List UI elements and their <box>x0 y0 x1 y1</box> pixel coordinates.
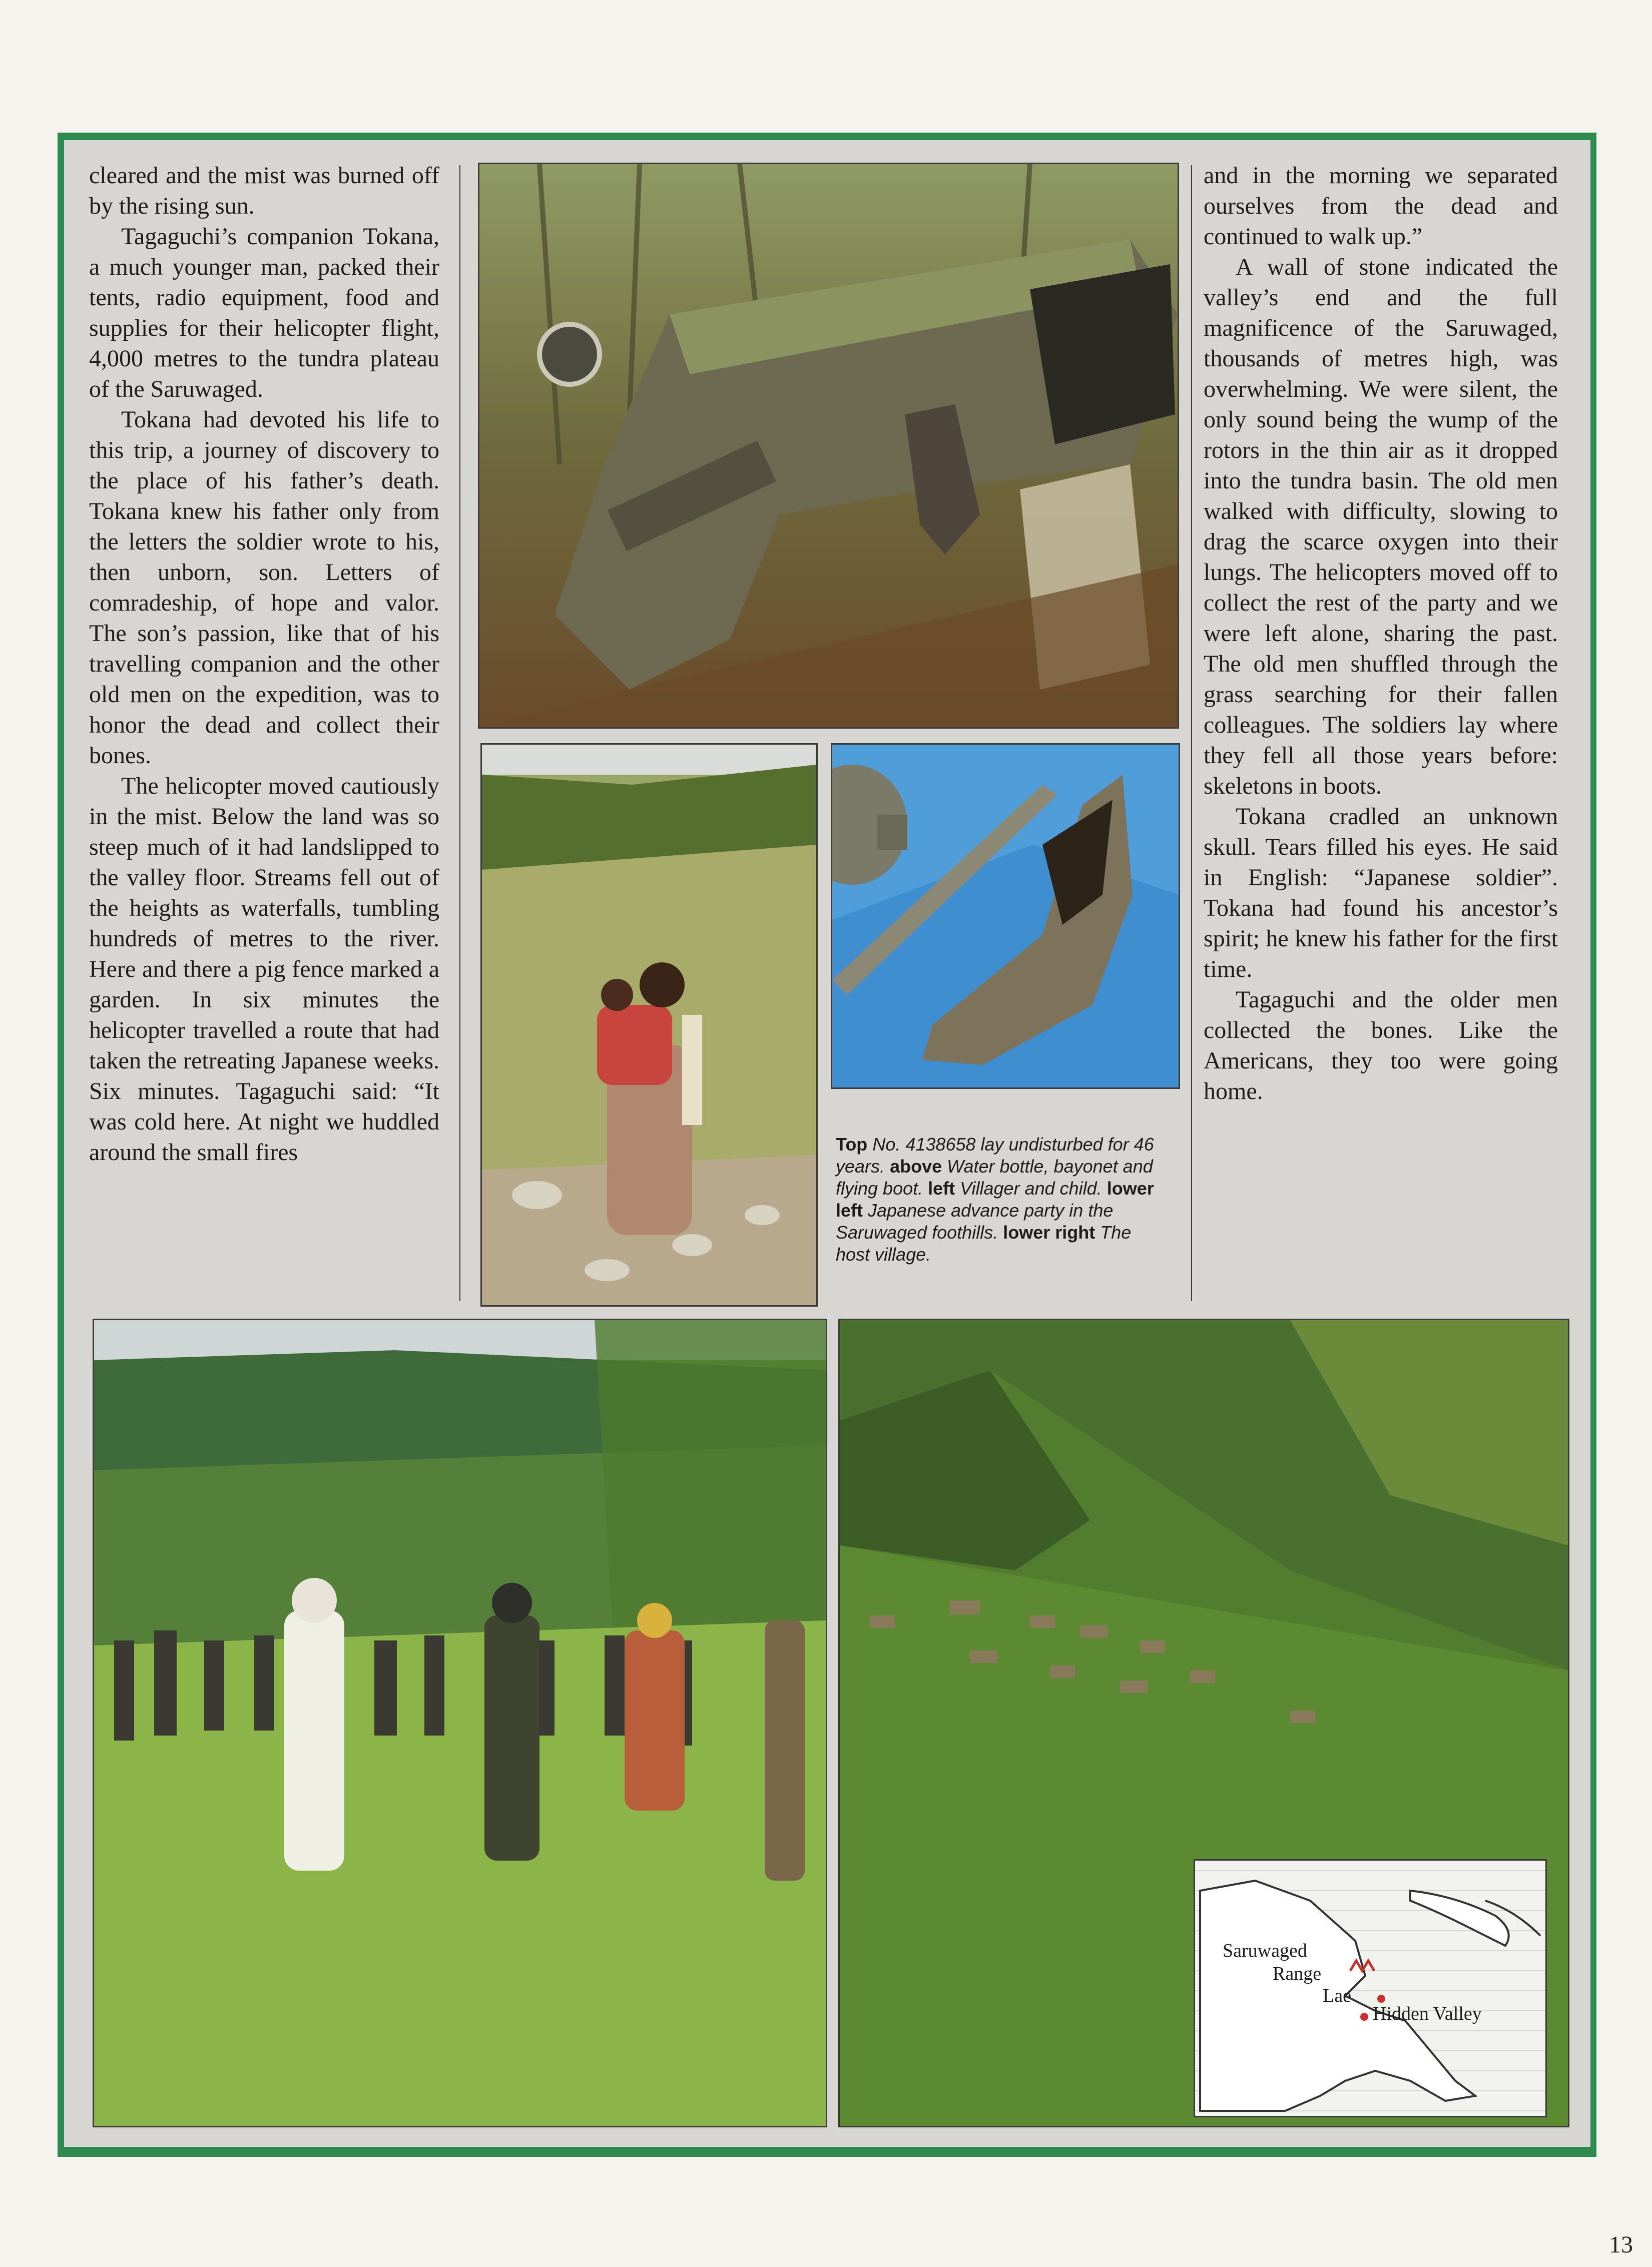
article-column-left <box>89 160 439 1168</box>
expedition-party-photo <box>93 1319 827 2127</box>
column-rule <box>1191 165 1192 1301</box>
caption-text: Villager and child. <box>960 1178 1102 1199</box>
map-label-range: Range <box>1273 1963 1322 1984</box>
paragraph: The helicopter moved cautiously in the mist. Below the land was so steep much of it had landslipped to the valley floor. Streams fell out of the heights as waterfalls, tumbling hundreds of metres to the river. Here and there a pig fence marked a garden. In six minutes the helicopter travelled a route that had taken the retreating Japanese weeks. Six minutes. Tagaguchi said: “It was cold here. At night we huddled around the small fires <box>89 773 439 1166</box>
photo-caption <box>836 1134 1166 1266</box>
map-label-lae: Lae <box>1323 1985 1351 2006</box>
hidden-valley-marker <box>1360 2013 1368 2021</box>
plane-wreck-photo <box>478 163 1179 729</box>
paragraph: and in the morning we separated ourselves from the dead and continued to walk up.” <box>1204 162 1558 250</box>
map-label-hidden-valley: Hidden Valley <box>1373 2003 1482 2024</box>
caption-label: left <box>928 1178 955 1199</box>
page-number: 13 <box>1609 2231 1633 2258</box>
location-map <box>1194 1859 1547 2117</box>
caption-text: The host village. <box>836 1222 1132 1265</box>
paragraph: Tokana had devoted his life to this trip, a journey of discovery to the place of his father’s death. Tokana knew his father only from the letters the soldier wrote to his, then unborn, son. Letters of comradeship, of hope and valor. The son’s passion, like that of his travelling companion and the other old men on the expedition, was to honor the dead and collect their bones. <box>89 406 439 769</box>
caption-label: above <box>890 1156 942 1177</box>
paragraph: A wall of stone indicated the valley’s end and the full magnificence of the Saruwaged, thousands of metres high, was overwhelming. We were silent, the only sound being the wump of the rotors in the thin air as it dropped into the tundra basin. The old men walked with difficulty, slowing to drag the scarce oxygen into their lungs. The helicopters moved off to collect the rest of the party and we were left alone, sharing the past. The old men shuffled through the grass searching for their fallen colleagues. The soldiers lay where they fell all those years before: skeletons in boots. <box>1204 254 1558 799</box>
lae-marker <box>1377 1995 1385 2003</box>
caption-text: Japanese advance party in the Saruwaged foothills. <box>836 1200 1114 1243</box>
paragraph: Tagaguchi and the older men collected the bones. Like the Americans, they too were going home. <box>1204 986 1558 1104</box>
paragraph: Tagaguchi’s companion Tokana, a much younger man, packed their tents, radio equipment, food and supplies for their helicopter flight, 4,000 metres to the tundra plateau of the Saruwaged. <box>89 223 439 402</box>
caption-text: Water bottle, bayonet and flying boot. <box>836 1156 1153 1199</box>
article-column-right <box>1204 160 1558 1106</box>
paragraph: Tokana cradled an unknown skull. Tears filled his eyes. He said in English: “Japanese soldier”. Tokana had found his ancestor’s spirit; he knew his father for the first time. <box>1204 803 1558 982</box>
caption-label: lower right <box>1003 1222 1095 1243</box>
paragraph: cleared and the mist was burned off by the rising sun. <box>89 162 439 219</box>
caption-text: No. 4138658 lay undisturbed for 46 years. <box>836 1134 1154 1177</box>
artifacts-photo <box>831 743 1180 1089</box>
map-label-saruwaged: Saruwaged <box>1223 1940 1307 1961</box>
villager-child-photo <box>480 743 818 1307</box>
column-rule <box>459 165 460 1301</box>
caption-label: Top <box>836 1134 868 1155</box>
caption-label: lower left <box>836 1178 1154 1221</box>
